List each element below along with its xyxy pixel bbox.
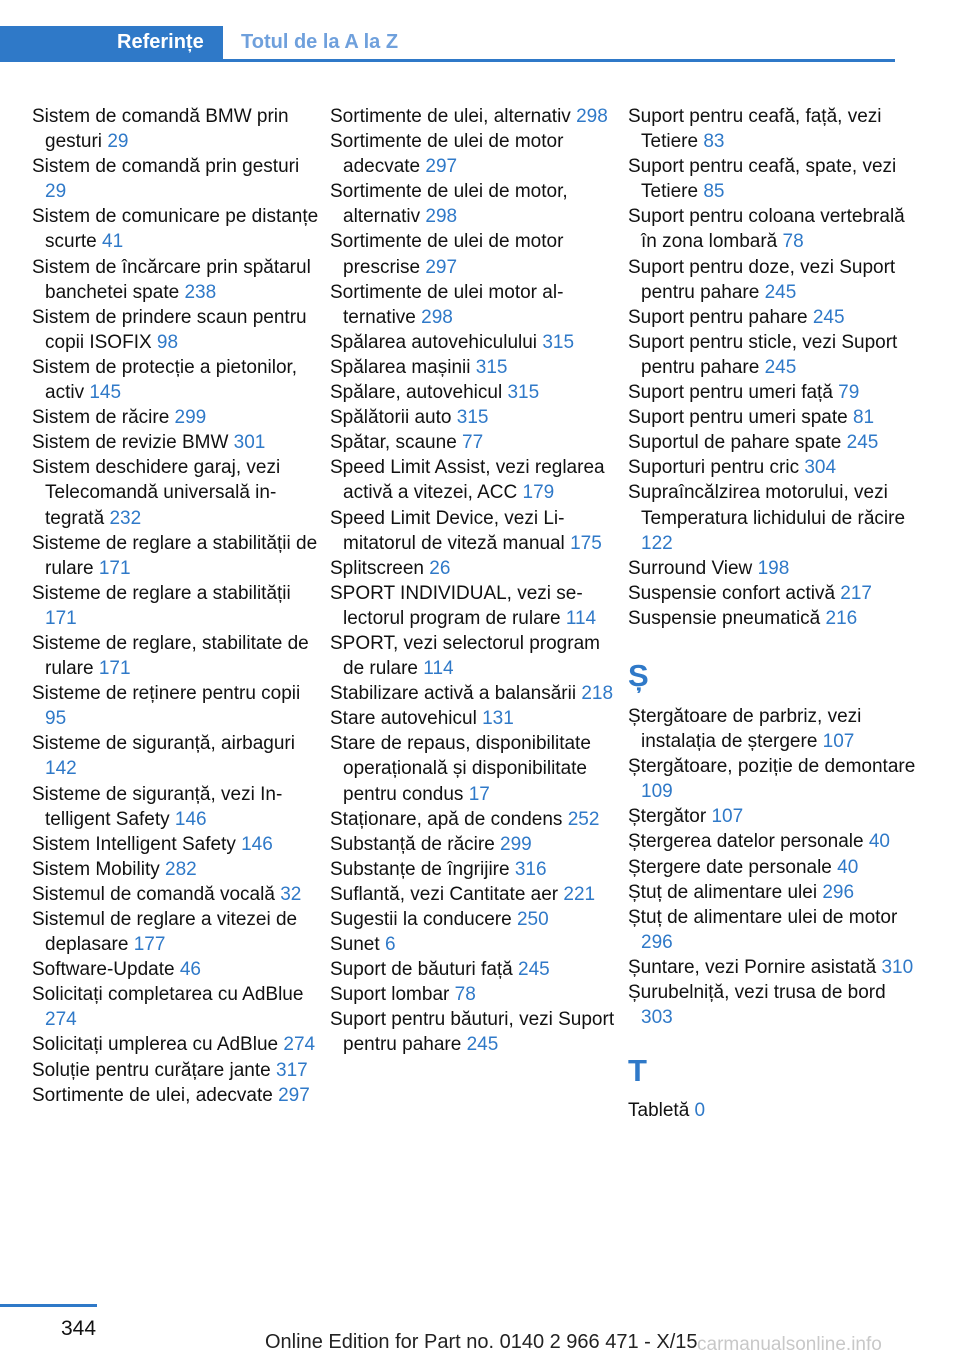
page-reference-link[interactable]: 315: [456, 407, 489, 429]
index-entry: [628, 581, 920, 606]
index-term: Sistem de răcire: [32, 407, 175, 429]
page-reference-link[interactable]: 109: [641, 781, 673, 803]
index-letter-heading: Ș: [628, 657, 649, 693]
index-term: Sistem de prindere scaun pentru copii ISOFIX: [32, 306, 307, 353]
edition-note: Online Edition for Part no. 0140 2 966 471 - X/15: [265, 1331, 698, 1353]
page-reference-link[interactable]: 122: [641, 532, 673, 554]
index-entry: [628, 829, 920, 854]
index-entry: [628, 380, 920, 405]
index-entry: [628, 480, 920, 555]
page-reference-link[interactable]: 296: [641, 931, 673, 953]
index-entry: [330, 581, 622, 631]
index-entry: [628, 905, 920, 955]
index-entry: [330, 857, 622, 882]
index-entry: [330, 556, 622, 581]
index-term: Suportul de pahare spate: [628, 432, 847, 454]
page-reference-link[interactable]: 78: [782, 231, 804, 253]
index-entry: [32, 907, 324, 957]
index-entry: [32, 957, 324, 982]
page-reference-link[interactable]: 98: [156, 331, 179, 353]
index-entry: [32, 1032, 324, 1057]
index-term: Suspensie confort activă: [628, 582, 841, 604]
page-reference-link[interactable]: 177: [133, 934, 166, 956]
page-reference-link[interactable]: 107: [711, 806, 744, 828]
index-entry: [330, 355, 622, 380]
page-reference-link[interactable]: 218: [581, 683, 614, 705]
index-term: Suport pentru băuturi, vezi Suport pentru pahare: [330, 1009, 615, 1056]
page-reference-link[interactable]: 250: [516, 909, 549, 930]
index-entry: [32, 154, 324, 204]
index-term: Suporturi pentru cric: [628, 457, 805, 479]
page-reference-link[interactable]: 245: [466, 1034, 499, 1056]
page-reference-link[interactable]: 171: [45, 607, 77, 629]
page-reference-link[interactable]: 114: [565, 607, 597, 629]
index-term: Sisteme de reglare a stabilității de rulare: [32, 532, 318, 579]
index-entry: [330, 982, 622, 1007]
index-entry: [628, 704, 920, 754]
page-reference-link[interactable]: 274: [283, 1034, 316, 1056]
index-term: Stare autovehicul: [330, 708, 483, 730]
index-term: Surround View: [628, 557, 758, 579]
index-term: SPORT INDIVIDUAL, vezi selectorul program de rulare: [330, 582, 583, 629]
index-entry: [32, 731, 324, 781]
index-letter-heading: T: [628, 1053, 647, 1089]
index-term: Suport pentru doze, vezi Suport pentru pahare: [628, 256, 896, 303]
page-reference-link[interactable]: 297: [278, 1084, 310, 1106]
index-column-3: [628, 104, 920, 1123]
index-term: Sistem de comandă BMW prin gesturi: [32, 106, 289, 153]
page-reference-link[interactable]: 46: [179, 959, 201, 981]
index-term: Șurubelniță, vezi trusa de bord: [628, 982, 886, 1003]
index-entry: [330, 129, 622, 179]
page-reference-link[interactable]: 26: [429, 557, 451, 579]
index-entry: [628, 556, 920, 581]
index-term: Sistem deschidere garaj, vezi Telecomandă universală integrată: [32, 457, 281, 529]
index-entry: [628, 980, 920, 1030]
index-term: Speed Limit Device, vezi Limitatorul de viteză manual: [330, 507, 571, 554]
page-reference-link[interactable]: 301: [233, 432, 266, 454]
page-reference-link[interactable]: 245: [812, 306, 845, 328]
footer-rule: [0, 1304, 97, 1307]
index-entry: [32, 531, 324, 581]
index-entry: [330, 280, 622, 330]
index-term: Stabilizare activă a balansării: [330, 683, 582, 705]
index-term: Suport pentru sticle, vezi Suport pentru pahare: [628, 331, 898, 378]
index-term: Sortimente de ulei de motor, alternativ: [330, 181, 568, 228]
index-term: Sortimente de ulei motor alternative: [330, 281, 564, 328]
index-entry: [32, 982, 324, 1032]
index-term: Sisteme de reglare, stabilitate de rulare: [32, 632, 309, 680]
page-reference-link[interactable]: 142: [45, 758, 77, 780]
index-entry: [32, 405, 324, 430]
index-term: Sistem de protecție a pietonilor, activ: [32, 356, 298, 404]
index-entry: [628, 880, 920, 905]
index-entry: [330, 631, 622, 681]
index-entry: [330, 907, 622, 932]
header-rule: [0, 59, 895, 62]
index-term: Sistem de comandă prin gesturi: [32, 156, 300, 178]
index-term: Sistem Intelligent Safety: [32, 833, 242, 855]
index-term: Sistem Mobility: [32, 858, 166, 880]
index-entry: [628, 855, 920, 880]
index-entry: [32, 832, 324, 857]
index-term: Suport pentru umeri față: [628, 382, 839, 404]
page-reference-link[interactable]: 179: [522, 482, 555, 504]
index-entry: [32, 882, 324, 907]
index-entry: [628, 330, 920, 380]
index-term: Sortimente de ulei de motor adecvate: [330, 131, 564, 178]
page-reference-link[interactable]: 303: [641, 1007, 673, 1029]
page-reference-link[interactable]: 17: [468, 783, 490, 805]
page-reference-link[interactable]: 146: [174, 808, 207, 830]
index-entry: [628, 405, 920, 430]
index-entry: [32, 305, 324, 355]
page-reference-link[interactable]: 171: [98, 658, 131, 680]
index-term: Sistemul de reglare a vitezei de deplasare: [32, 909, 298, 956]
index-entry: [628, 204, 920, 254]
page-reference-link[interactable]: 95: [45, 708, 67, 730]
page-reference-link[interactable]: 131: [482, 708, 514, 730]
index-term: Spătar, scaune: [330, 432, 463, 454]
index-term: Sistem de comunicare pe distanțe scurte: [32, 206, 319, 253]
index-entry: [32, 857, 324, 882]
index-column-2: [330, 104, 622, 1058]
index-term: Sistemul de comandă vocală: [32, 883, 281, 905]
index-term: SPORT, vezi selectorul program de rulare: [330, 632, 600, 680]
page-reference-link[interactable]: 315: [542, 331, 575, 353]
page-reference-link[interactable]: 78: [454, 984, 476, 1006]
index-entry: [628, 804, 920, 829]
index-term: Stare de repaus, disponibilitate operațională și disponibilitate pentru condus: [330, 733, 591, 805]
index-term: Suport lombar: [330, 984, 455, 1006]
index-term: Sisteme de reglare a stabilității: [32, 582, 291, 604]
index-term: Tabletă: [628, 1100, 695, 1122]
page-reference-link[interactable]: 217: [840, 582, 872, 604]
index-entry: [32, 681, 324, 731]
index-term: Suport pentru coloana vertebrală în zona lombară: [628, 206, 905, 253]
index-term: Șuntare, vezi Pornire asistată: [628, 956, 882, 978]
page-reference-link[interactable]: 198: [757, 557, 790, 579]
page-reference-link[interactable]: 175: [570, 532, 602, 554]
index-term: Soluție pentru curățare jante: [32, 1059, 276, 1081]
index-term: Solicitați completarea cu AdBlue: [32, 984, 304, 1006]
page-reference-link[interactable]: 6: [384, 934, 396, 956]
index-term: Staționare, apă de condens: [330, 808, 568, 830]
index-entry: [330, 1007, 622, 1057]
index-entry: [330, 832, 622, 857]
index-term: Substanță de răcire: [330, 833, 501, 855]
page-reference-link[interactable]: 29: [45, 181, 67, 203]
page-reference-link[interactable]: 310: [881, 956, 914, 978]
page-reference-link[interactable]: 40: [837, 856, 859, 878]
page-reference-link[interactable]: 316: [514, 858, 547, 880]
index-term: Sortimente de ulei, adecvate: [32, 1084, 279, 1106]
index-term: Spălare, autovehicul: [330, 382, 508, 404]
index-entry: [628, 154, 920, 204]
page-reference-link[interactable]: 282: [165, 858, 197, 880]
index-entry: [330, 882, 622, 907]
page-reference-link[interactable]: 79: [838, 382, 860, 404]
page-reference-link[interactable]: 274: [45, 1009, 77, 1031]
index-term: Ștuț de alimentare ulei: [628, 881, 823, 903]
page-reference-link[interactable]: 238: [184, 281, 217, 303]
index-term: Suport pentru pahare: [628, 306, 813, 328]
page-reference-link[interactable]: 32: [280, 883, 302, 905]
index-term: Ștergerea datelor personale: [628, 831, 869, 853]
index-term: Suspensie pneumatică: [628, 607, 826, 629]
index-entry: [628, 305, 920, 330]
page-reference-link[interactable]: 304: [804, 457, 837, 479]
index-term: Spălarea mașinii: [330, 356, 476, 378]
index-term: Suport pentru ceafă, față, vezi Tetiere: [628, 106, 882, 153]
index-entry: [330, 681, 622, 706]
index-entry: [32, 581, 324, 631]
index-term: Sortimente de ulei de motor prescrise: [330, 231, 564, 278]
index-term: Suflantă, vezi Cantitate aer: [330, 883, 564, 905]
index-term: Suport de băuturi față: [330, 959, 519, 981]
page-reference-link[interactable]: 41: [102, 231, 124, 253]
index-entry: [628, 455, 920, 480]
page-reference-link[interactable]: 85: [703, 181, 725, 203]
page-reference-link[interactable]: 40: [868, 831, 890, 853]
index-term: Solicitați umplerea cu AdBlue: [32, 1034, 284, 1056]
page-reference-link[interactable]: 315: [507, 382, 540, 404]
index-term: Ștuț de alimentare ulei de motor: [628, 906, 898, 928]
index-entry: [330, 932, 622, 957]
index-entry: [330, 229, 622, 279]
index-entry: [32, 631, 324, 681]
watermark: carmanualsonline.info: [697, 1334, 882, 1355]
page-reference-link[interactable]: 245: [764, 281, 797, 303]
index-term: Sisteme de reținere pentru copii: [32, 683, 301, 705]
index-entry: [32, 782, 324, 832]
index-term: Sistem de încărcare prin spătarul banchetei spate: [32, 256, 311, 303]
index-entry: [32, 1058, 324, 1083]
index-term: Supraîncălzirea motorului, vezi Temperatura lichidului de răcire: [628, 482, 906, 529]
index-entry: [32, 1083, 324, 1108]
index-entry: [32, 430, 324, 455]
page-reference-link[interactable]: 114: [423, 658, 454, 680]
index-term: Suport pentru umeri spate: [628, 407, 853, 429]
index-entry: [330, 455, 622, 505]
index-term: Spălătorii auto: [330, 407, 457, 429]
index-term: Software-Update: [32, 959, 180, 981]
page-reference-link[interactable]: 245: [764, 356, 797, 378]
index-term: Sunet: [330, 934, 385, 956]
tab-referinte[interactable]: Referințe: [0, 26, 223, 62]
page-reference-link[interactable]: 252: [567, 808, 600, 830]
index-entry: [32, 455, 324, 530]
page-reference-link[interactable]: 77: [462, 432, 484, 454]
index-term: Sisteme de siguranță, airbaguri: [32, 733, 295, 755]
index-term: Sugestii la conducere: [330, 909, 517, 930]
page-reference-link[interactable]: 81: [852, 407, 875, 429]
page-reference-link[interactable]: 297: [425, 256, 458, 278]
index-term: Speed Limit Assist, vezi reglarea activă a vitezei, ACC: [330, 457, 605, 504]
index-entry: [330, 430, 622, 455]
index-term: Ștergere date personale: [628, 856, 838, 878]
page-reference-link[interactable]: 299: [500, 833, 532, 855]
index-entry: [628, 606, 920, 631]
index-entry: [32, 104, 324, 154]
header-tabbar: [0, 26, 895, 62]
index-term: Ștergător: [628, 806, 712, 828]
page-reference-link[interactable]: 29: [107, 131, 129, 153]
page-reference-link[interactable]: 317: [276, 1059, 308, 1081]
page-reference-link[interactable]: 299: [174, 407, 207, 429]
index-term: Sortimente de ulei, alternativ: [330, 106, 577, 127]
index-column-1: [32, 104, 324, 1108]
index-entry: [330, 706, 622, 731]
index-entry: [330, 807, 622, 832]
page-reference-link[interactable]: 145: [89, 382, 122, 404]
page-reference-link[interactable]: 171: [98, 557, 131, 579]
index-entry: [628, 955, 920, 980]
index-entry: [330, 179, 622, 229]
page-reference-link[interactable]: 245: [518, 959, 550, 981]
page-reference-link[interactable]: 315: [475, 356, 508, 378]
index-entry: [628, 754, 920, 804]
page-reference-link[interactable]: 83: [703, 131, 725, 153]
page-reference-link[interactable]: 107: [822, 731, 855, 753]
index-term: Suport pentru ceafă, spate, vezi Tetiere: [628, 156, 897, 203]
page-reference-link[interactable]: 221: [563, 883, 596, 905]
page-reference-link[interactable]: 298: [421, 306, 453, 328]
index-entry: [330, 405, 622, 430]
page-reference-link[interactable]: 0: [694, 1100, 706, 1122]
index-entry: [628, 104, 920, 154]
page-reference-link[interactable]: 298: [425, 206, 458, 228]
page-reference-link[interactable]: 146: [241, 833, 273, 855]
index-entry: [330, 731, 622, 806]
page-reference-link[interactable]: 296: [822, 881, 855, 903]
index-entry: [628, 1098, 920, 1123]
page-reference-link[interactable]: 216: [825, 607, 858, 629]
index-entry: [628, 255, 920, 305]
index-term: Ștergătoare de parbriz, vezi instalația de ștergere: [628, 705, 862, 753]
index-term: Splitscreen: [330, 557, 430, 579]
index-entry: [330, 506, 622, 556]
index-entry: [330, 104, 622, 129]
page-reference-link[interactable]: 232: [109, 507, 142, 529]
index-term: Sistem de revizie BMW: [32, 432, 234, 454]
index-entry: [32, 204, 324, 254]
page-number: 344: [61, 1317, 97, 1340]
tab-totul-de-la-a-la-z[interactable]: Totul de la A la Z: [241, 31, 399, 53]
index-entry: [628, 430, 920, 455]
index-term: Ștergătoare, poziție de demontare: [628, 756, 916, 778]
page-reference-link[interactable]: 298: [576, 106, 608, 127]
index-entry: [330, 380, 622, 405]
index-entry: [32, 255, 324, 305]
page-reference-link[interactable]: 297: [425, 156, 458, 178]
index-term: Sisteme de siguranță, vezi Intelligent Safety: [32, 783, 283, 830]
index-entry: [32, 355, 324, 405]
index-entry: [330, 330, 622, 355]
index-term: Substanțe de îngrijire: [330, 858, 515, 880]
page-reference-link[interactable]: 245: [846, 432, 879, 454]
index-term: Spălarea autovehiculului: [330, 331, 543, 353]
index-entry: [330, 957, 622, 982]
